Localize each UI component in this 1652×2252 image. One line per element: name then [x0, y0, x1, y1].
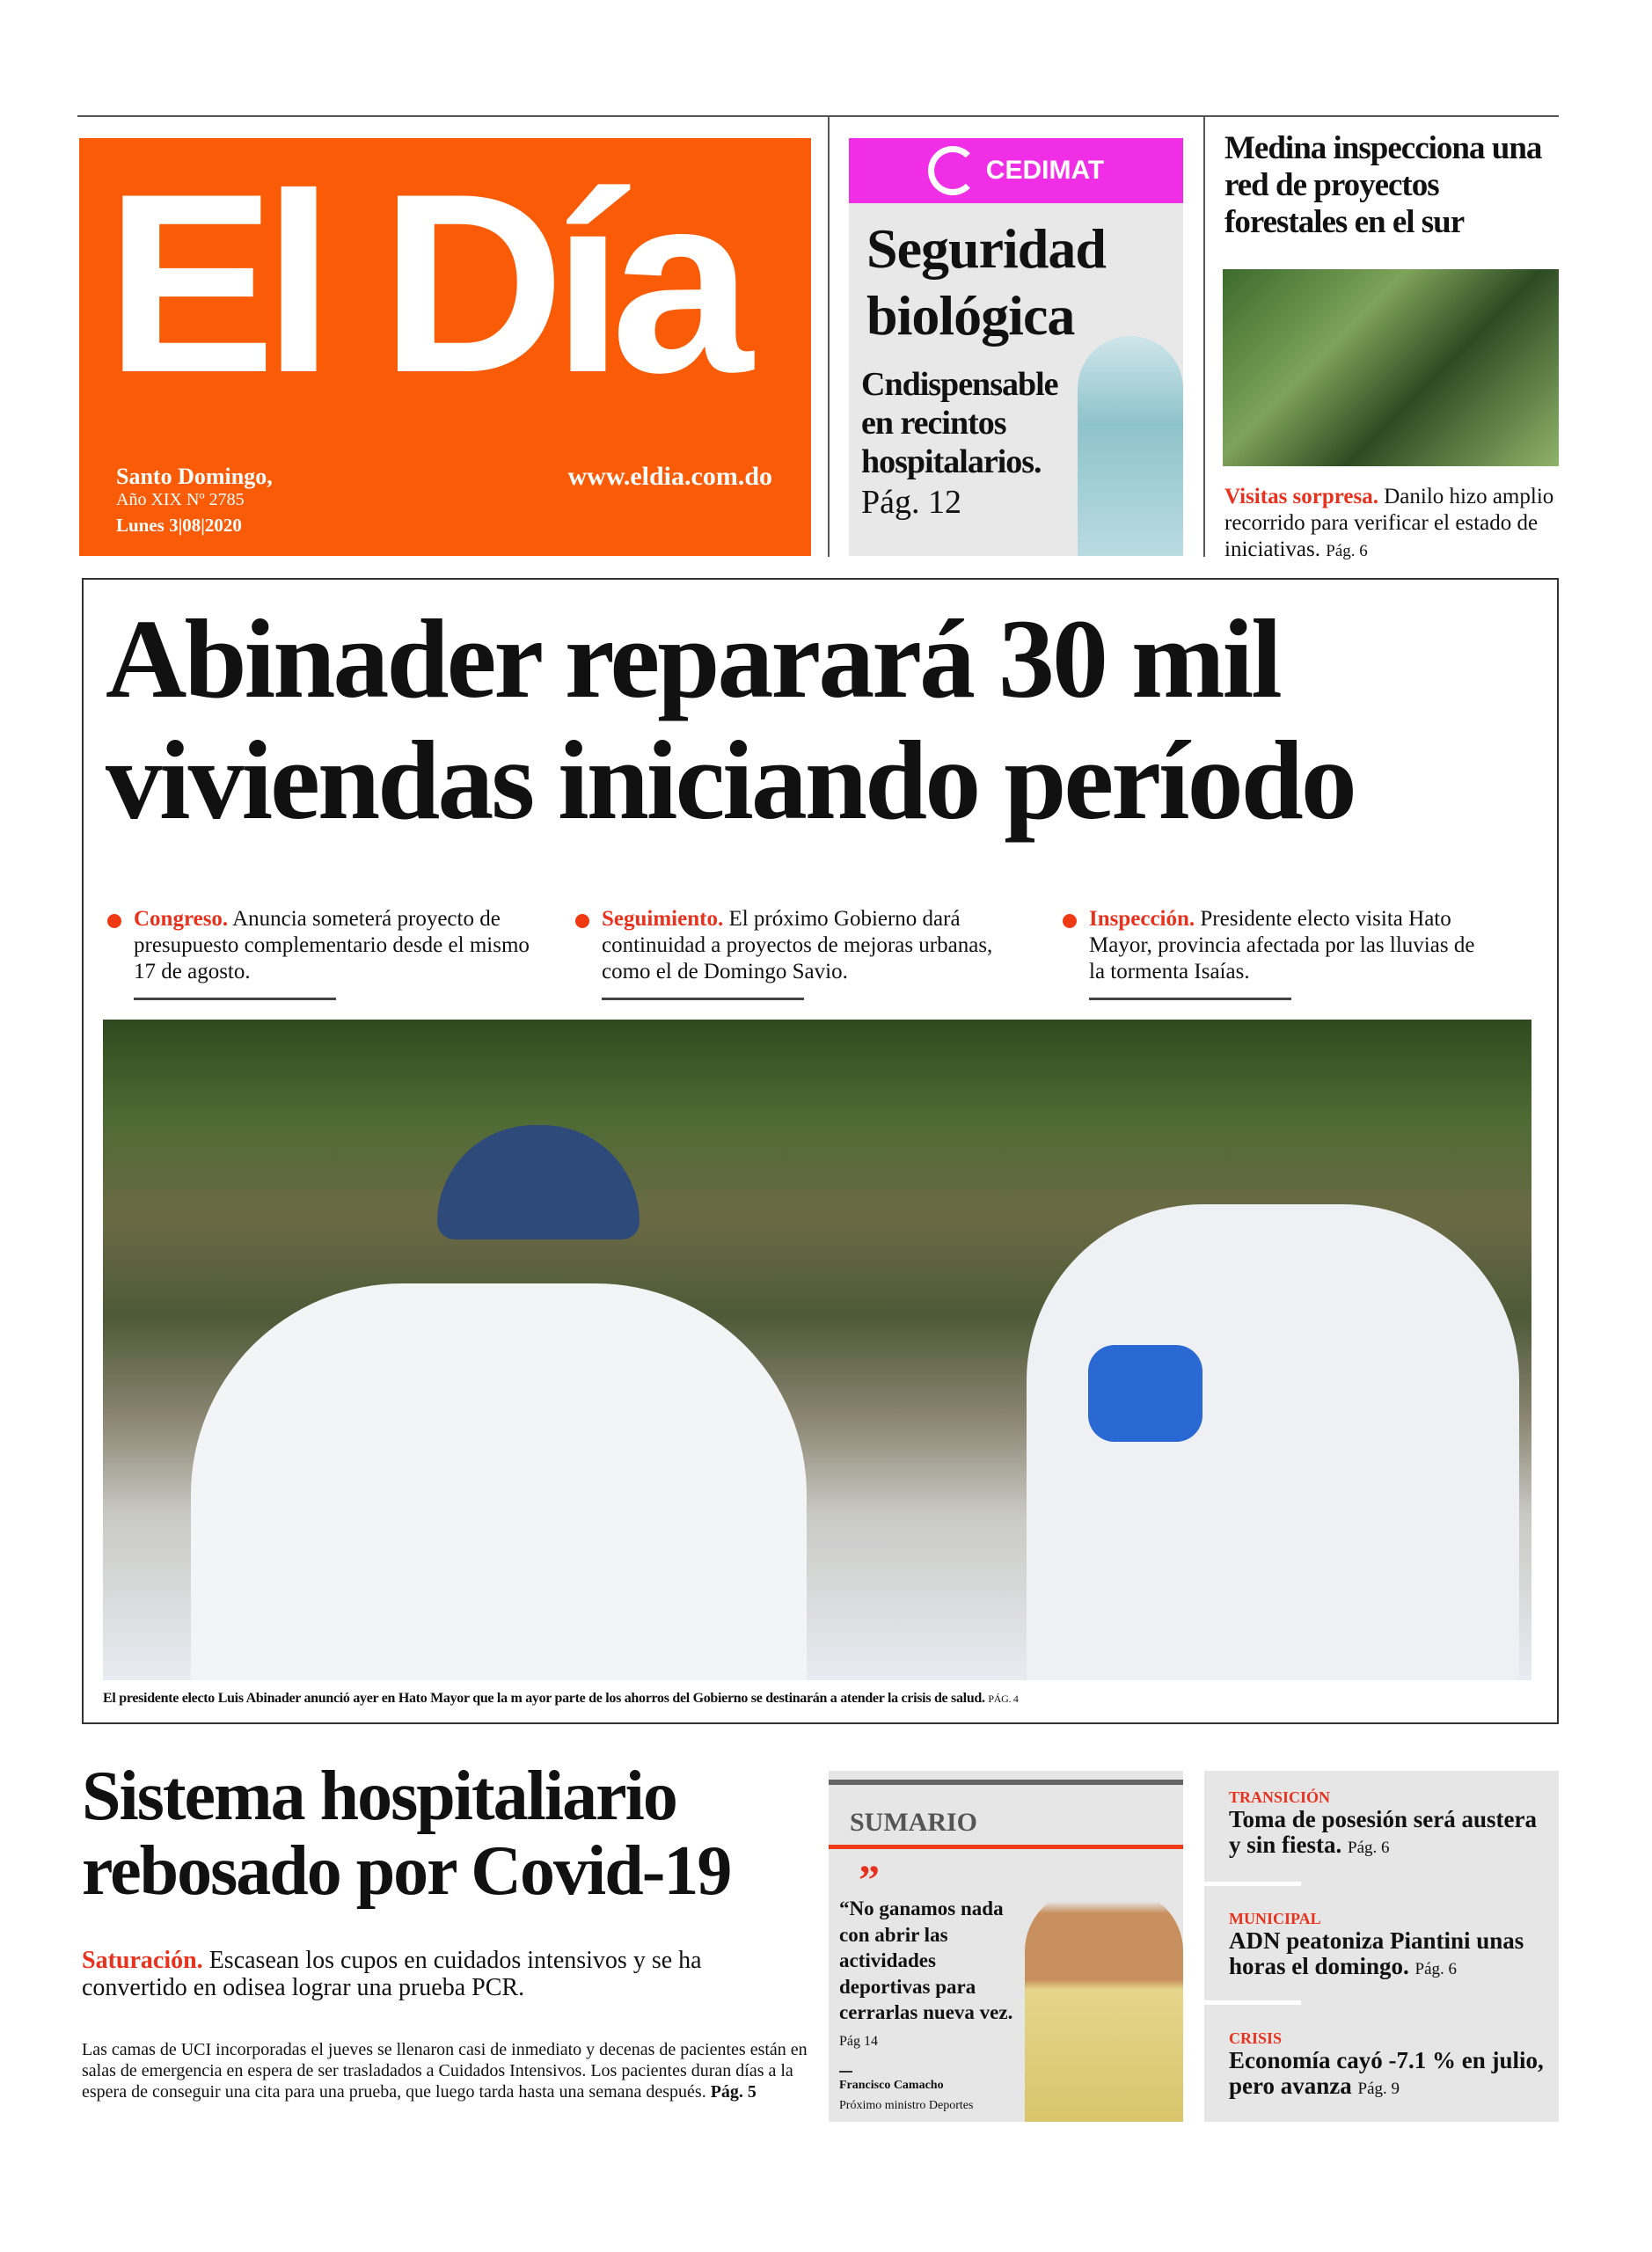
brief-separator	[1204, 1882, 1301, 1886]
briefs-box	[1204, 1771, 1559, 2122]
second-deck	[82, 1947, 803, 2001]
bullet-underline	[134, 998, 336, 1000]
lead-bullet	[575, 906, 998, 1000]
side-headline: Medina inspecciona una red de proyectos forestales en el sur	[1224, 130, 1542, 240]
second-kicker: Saturación.	[82, 1947, 203, 1974]
quote-text: “No ganamos nada con abrir las actividades deportivas para cerrarlas nueva vez.	[839, 1897, 1013, 2023]
bullet-kicker: Congreso.	[134, 907, 229, 931]
second-body	[82, 2039, 812, 2102]
brief-kicker: MUNICIPAL	[1229, 1910, 1321, 1927]
sponsor-band	[849, 138, 1183, 203]
lead-bullet	[107, 906, 530, 1000]
person-name: Francisco Camacho	[839, 2079, 944, 2092]
side-caption	[1224, 484, 1559, 565]
top-rule	[77, 115, 1559, 117]
brief-page: Pág. 6	[1414, 1960, 1458, 1978]
person-role: Próximo ministro Deportes	[839, 2099, 974, 2112]
brief-item[interactable]	[1229, 2029, 1554, 2102]
sponsor-name: CEDIMAT	[985, 156, 1105, 185]
headline-line: Abinader reparará 30 mil	[106, 596, 1280, 721]
body-text: Las camas de UCI incorporadas el jueves se llenaron casi de inmediato y decenas de pacientes están en salas de emergencia en espera de ser trasladados a Cuidados Intensivos. Los pacientes duran días a la espera de conseguir una cita para una prueba, que luego tarda hasta una semana después.	[82, 2040, 808, 2102]
bullet-kicker: Seguimiento.	[602, 907, 724, 931]
photo-figure	[437, 1125, 640, 1239]
brief-separator	[1204, 2000, 1301, 2005]
deck-text: Escasean los cupos en cuidados intensivos y se ha convertido en odisea lograr una prueba PCR.	[82, 1947, 702, 2001]
photo-figure	[1088, 1345, 1202, 1442]
masthead-date: Lunes 3|08|2020	[116, 515, 242, 536]
cedimat-logo-icon	[928, 146, 977, 195]
column-divider	[1203, 117, 1205, 557]
brief-page: Pág. 6	[1348, 1839, 1390, 1857]
health-worker-photo	[1078, 336, 1183, 556]
headline-line: viviendas iniciando período	[106, 718, 1355, 843]
masthead-city: Santo Domingo,	[116, 464, 273, 489]
sumario-box[interactable]	[829, 1771, 1183, 2122]
lead-bullet	[1063, 906, 1485, 1000]
promo-subtitle: Cndispensable en recintos hospitalarios.	[861, 366, 1058, 480]
side-story-photo	[1223, 269, 1559, 466]
brief-item[interactable]	[1229, 1788, 1554, 1861]
caption-page: PÁG. 4	[988, 1693, 1019, 1705]
brief-page: Pág. 9	[1357, 2080, 1400, 2098]
body-page: Pág. 5	[710, 2082, 757, 2102]
sumario-quote	[839, 1896, 1015, 2054]
second-headline[interactable]	[82, 1759, 730, 1909]
quote-page: Pág 14	[839, 2033, 878, 2049]
bullet-text: Anuncia someterá proyecto de presupuesto complementario desde el mismo 17 de agosto.	[134, 907, 530, 983]
sumario-title: SUMARIO	[850, 1808, 978, 1837]
side-page: Pág. 6	[1326, 542, 1368, 560]
brief-text: Toma de posesión será austera y sin fiesta.	[1229, 1806, 1538, 1858]
photo-figure	[1027, 1204, 1519, 1680]
headline-line: Sistema hospitaliario	[82, 1758, 676, 1835]
sumario-top-rule	[829, 1780, 1183, 1785]
headline-line: rebosado por Covid-19	[82, 1832, 731, 1910]
photo-caption	[103, 1691, 1019, 1707]
brief-text: Economía cayó -7.1 % en julio, pero avanza	[1229, 2047, 1544, 2099]
brief-item[interactable]	[1229, 1910, 1554, 1982]
lead-photo	[103, 1020, 1531, 1680]
dash	[839, 2071, 852, 2073]
sumario-rule	[829, 1845, 1183, 1849]
caption-text: El presidente electo Luis Abinader anunció ayer en Hato Mayor que la m ayor parte de los ahorros del Gobierno se destinarán a atender la crisis de salud.	[103, 1691, 985, 1706]
bullet-underline	[602, 998, 804, 1000]
quote-icon: ”	[859, 1857, 880, 1904]
masthead-logo: El Día	[106, 141, 741, 426]
photo-figure	[191, 1283, 807, 1680]
bullet-kicker: Inspección.	[1089, 907, 1195, 931]
brief-kicker: CRISIS	[1229, 2029, 1283, 2047]
promo-title: Seguridad biológica	[866, 217, 1106, 347]
bullet-text: Presidente electo visita Hato Mayor, provincia afectada por las lluvias de la tormenta Isaías.	[1089, 907, 1475, 983]
bullet-underline	[1089, 998, 1291, 1000]
brief-text: ADN peatoniza Piantini unas horas el domingo.	[1229, 1927, 1524, 1979]
masthead-edition: Año XIX Nº 2785	[116, 490, 245, 509]
promo-page: Pág. 12	[861, 484, 961, 521]
side-kicker: Visitas sorpresa.	[1224, 485, 1378, 508]
person-photo	[1025, 1890, 1183, 2122]
masthead-url[interactable]: www.eldia.com.do	[567, 462, 772, 491]
bullet-text: El próximo Gobierno dará continuidad a proyectos de mejoras urbanas, como el de Domingo Savio.	[602, 907, 993, 983]
lead-headline[interactable]	[106, 598, 1355, 841]
column-divider	[828, 117, 830, 557]
brief-kicker: TRANSICIÓN	[1229, 1788, 1331, 1806]
side-text: Danilo hizo amplio recorrido para verificar el estado de iniciativas.	[1224, 485, 1554, 561]
masthead	[79, 138, 811, 556]
promo-box[interactable]	[849, 138, 1183, 556]
